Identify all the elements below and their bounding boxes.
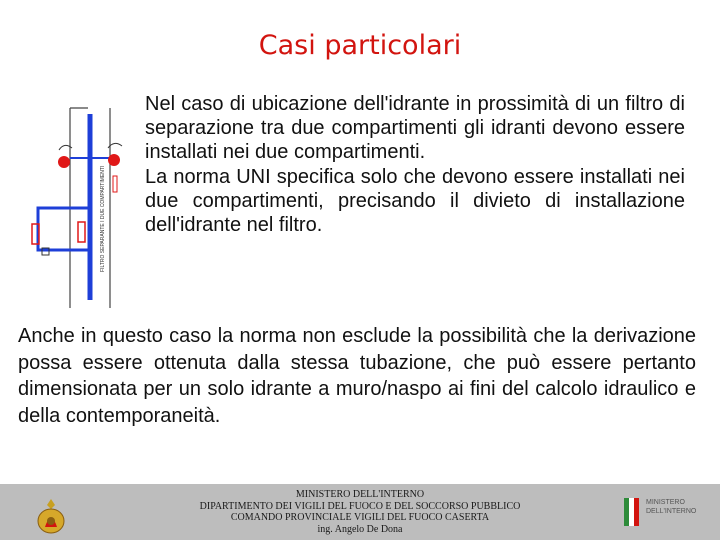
paragraph-1-sentence-1: Nel caso di ubicazione dell'idrante in prossimità di un filtro di separazione tra due compartimenti gli idranti devono essere installati nei due compartimenti. <box>145 93 685 164</box>
hydrant-right-circle <box>108 154 120 166</box>
slide-title: Casi particolari <box>258 30 462 61</box>
paragraph-1 <box>145 92 685 237</box>
footer-text <box>160 489 560 535</box>
hose-box-right <box>78 222 85 242</box>
ministry-logo-text: MINISTERO DELL'INTERNO <box>646 499 697 515</box>
paragraph-2: Anche in questo caso la norma non esclude la possibilità che la derivazione possa essere ottenuta dalla stessa tubazione, che può essere pertanto dimensionata per un solo idrante a muro/naspo ai fini del calcolo idraulico e della contemporaneità. <box>18 325 696 427</box>
footer-line-command: COMANDO PROVINCIALE VIGILI DEL FUOCO CASERTA <box>230 512 490 523</box>
hydrant-filter-diagram <box>28 100 128 310</box>
fire-brigade-emblem-icon <box>33 497 69 537</box>
paragraph-1-sentence-2: La norma UNI specifica solo che devono essere installati nei due compartimenti, precisando il divieto di installazione dell'idrante nel filtro. <box>145 165 685 237</box>
footer-line-department: DIPARTIMENTO DEI VIGILI DEL FUOCO E DEL SOCCORSO PUBBLICO <box>199 500 521 512</box>
hose-box-right-2 <box>113 176 117 192</box>
footer-bar <box>0 484 720 540</box>
footer-line-author: ing. Angelo De Dona <box>317 523 403 535</box>
filter-wall-label: FILTRO SEPARANTE I DUE COMPARTIMENTI <box>100 165 106 272</box>
branch-pipe-left <box>38 208 90 250</box>
hydrant-left-circle <box>58 156 70 168</box>
footer-line-ministry: MINISTERO DELL'INTERNO <box>295 489 425 500</box>
